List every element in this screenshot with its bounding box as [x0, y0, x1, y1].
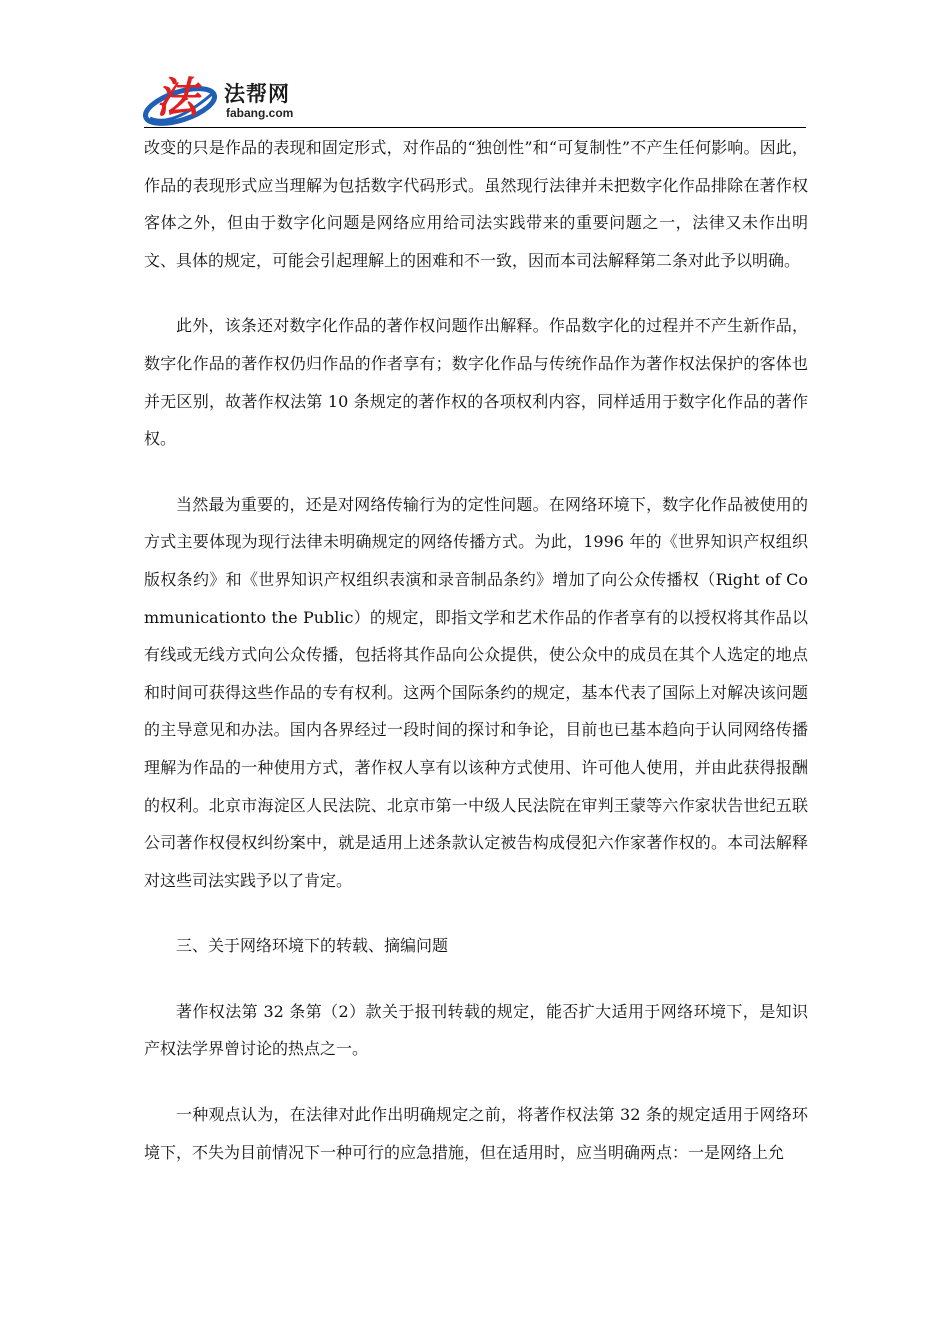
section-heading-reprint: 三、关于网络环境下的转载、摘编问题: [176, 936, 449, 956]
logo-glyph: 法: [156, 73, 199, 122]
paragraph-article-32: 著作权法第 32 条第（2）款关于报刊转载的规定，能否扩大适用于网络环境下，是知识产权法学界曾讨论的热点之一。: [144, 1001, 808, 1059]
paragraph-network-transmission: 当然最为重要的，还是对网络传输行为的定性问题。在网络环境下，数字化作品被使用的方式主要体现为现行法律未明确规定的网络传播方式。为此，1996 年的《世界知识产权组织版权条约》和《世界知识产权组织表演和录音制品条约》增加了向公众传播权（Right of Communicationto the Public）的规定，即指文学和艺术作品的作者享有的以授权将其作品以有线或无线方式向公众传播，包括将其作品向公众提供，使公众中的成员在其个人选定的地点和时间可获得这些作品的专有权利。这两个国际条约的规定，基本代表了国际上对解决该问题的主导意见和办法。国内各界经过一段时间的探讨和争论，目前也已基本趋向于认同网络传播理解为作品的一种使用方式，著作权人享有以该种方式使用、许可他人使用，并由此获得报酬的权利。北京市海淀区人民法院、北京市第一中级人民法院在审判王蒙等六作家状告世纪五联公司著作权侵权纠纷案中，就是适用上述条款认定被告构成侵犯六作家著作权的。本司法解释对这些司法实践予以了肯定。: [144, 494, 808, 890]
paragraph-digital-works: 此外，该条还对数字化作品的著作权问题作出解释。作品数字化的过程并不产生新作品，数字化作品的著作权仍归作品的作者享有；数字化作品与传统作品作为著作权法保护的客体也并无区别，故著作权法第 10 条规定的著作权的各项权利内容，同样适用于数字化作品的著作权。: [144, 316, 808, 449]
site-name: 法帮网: [224, 82, 290, 106]
paragraph-continued: 改变的只是作品的表现和固定形式，对作品的“独创性”和“可复制性”不产生任何影响。因此，作品的表现形式应当理解为包括数字代码形式。虽然现行法律并未把数字化作品排除在著作权客体之外，但由于数字化问题是网络应用给司法实践带来的重要问题之一，法律又未作出明文、具体的规定，可能会引起理解上的困难和不一致，因而本司法解释第二条对此予以明确。: [144, 138, 808, 270]
header-divider: [144, 127, 806, 128]
paragraph-viewpoint: 一种观点认为，在法律对此作出明确规定之前，将著作权法第 32 条的规定适用于网络环境下，不失为目前情况下一种可行的应急措施，但在适用时，应当明确两点：一是网络上允: [144, 1105, 808, 1162]
site-domain: fabang.com: [226, 106, 294, 120]
site-header: [140, 62, 810, 130]
document-body: [144, 129, 808, 1171]
fabang-logo-icon: [142, 66, 220, 128]
